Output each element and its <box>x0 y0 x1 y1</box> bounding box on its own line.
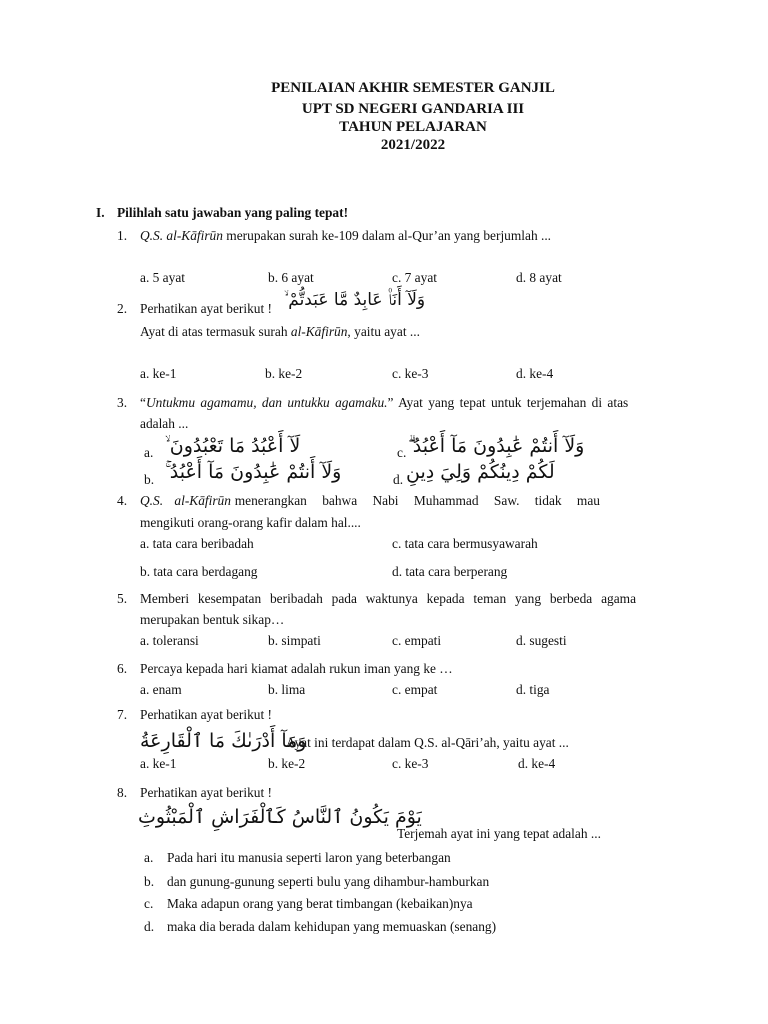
q4-line2: mengikuti orang-orang kafir dalam hal.... <box>140 515 361 530</box>
q2-text: Perhatikan ayat berikut ! <box>140 301 272 316</box>
q1-rest: merupakan surah ke-109 dalam al-Qur’an yang berjumlah ... <box>222 228 552 243</box>
q3-quote-open: “ <box>140 395 146 410</box>
q1-text <box>140 228 551 244</box>
q1-option-b[interactable]: b. 6 ayat <box>268 270 314 285</box>
q2-line2-post: , yaitu ayat ... <box>347 324 420 339</box>
q8-rest: Terjemah ayat ini yang tepat adalah ... <box>397 826 601 841</box>
q3-option-d-arabic[interactable]: لَكُمْ دِينُكُمْ وَلِيَ دِينِ <box>406 461 555 483</box>
q1-option-a[interactable]: a. 5 ayat <box>140 270 185 285</box>
q4-option-d[interactable]: d. tata cara berperang <box>392 564 508 579</box>
q6-text: Percaya kepada hari kiamat adalah rukun iman yang ke … <box>140 661 453 676</box>
q4-rest: menerangkan bahwa Nabi Muhammad Saw. tidak mau <box>234 493 600 508</box>
header-year-label: TAHUN PELAJARAN <box>339 119 487 135</box>
q3-option-c-arabic[interactable]: وَلَآ أَنتُمْ عَٰبِدُونَ مَآ أَعْبُدُ ۗ <box>408 435 585 457</box>
q7-text: Perhatikan ayat berikut ! <box>140 707 272 722</box>
q2-line2 <box>140 324 420 340</box>
q1-surah: Q.S. al-Kāfirūn <box>140 228 223 243</box>
q1-number: 1. <box>117 228 128 243</box>
header-title: PENILAIAN AKHIR SEMESTER GANJIL <box>271 80 555 96</box>
q7-arabic-verse: وَمَآ أَدْرَىٰكَ مَا ٱلْقَارِعَةُ <box>140 730 307 752</box>
q8-option-a-text[interactable]: Pada hari itu manusia seperti laron yang beterbangan <box>167 850 451 865</box>
q3-quote-close: ” <box>387 395 394 410</box>
q8-number: 8. <box>117 785 128 800</box>
q5-text: Memberi kesempatan beribadah pada waktunya kepada teman yang berbeda agama <box>140 591 637 606</box>
q4-text <box>140 493 600 509</box>
q8-option-c-label[interactable]: c. <box>144 896 154 911</box>
q7-option-b[interactable]: b. ke-2 <box>268 756 306 771</box>
q3-quote: Untukmu agamamu, dan untukku agamaku. <box>145 395 388 410</box>
q3-option-c-label[interactable]: c. <box>397 445 407 460</box>
q2-number: 2. <box>117 301 128 316</box>
q5-option-b[interactable]: b. simpati <box>268 633 321 648</box>
q4-option-b[interactable]: b. tata cara berdagang <box>140 564 258 579</box>
q8-arabic-verse: يَوْمَ يَكُونُ ٱلنَّاسُ كَٱلْفَرَاشِ ٱلْمَبْثُوثِ <box>138 806 422 828</box>
q8-text: Perhatikan ayat berikut ! <box>140 785 272 800</box>
q8-option-a-label[interactable]: a. <box>144 850 154 865</box>
q6-option-b[interactable]: b. lima <box>268 682 306 697</box>
q6-option-a[interactable]: a. enam <box>140 682 182 697</box>
header-school: UPT SD NEGERI GANDARIA III <box>301 101 525 117</box>
header-year: 2021/2022 <box>380 137 446 153</box>
q7-rest: Ayat ini terdapat dalam Q.S. al-Qāri’ah, yaitu ayat ... <box>286 735 569 750</box>
q2-option-c[interactable]: c. ke-3 <box>392 366 429 381</box>
q2-option-a[interactable]: a. ke-1 <box>140 366 177 381</box>
q2-option-b[interactable]: b. ke-2 <box>265 366 303 381</box>
q3-option-b-label[interactable]: b. <box>144 472 155 487</box>
q2-line2-pre: Ayat di atas termasuk surah <box>140 324 291 339</box>
q3-option-d-label[interactable]: d. <box>393 472 404 487</box>
q5-option-a[interactable]: a. toleransi <box>140 633 199 648</box>
q7-option-d[interactable]: d. ke-4 <box>518 756 556 771</box>
q2-option-d[interactable]: d. ke-4 <box>516 366 554 381</box>
section-number: I. <box>96 205 105 220</box>
q4-option-c[interactable]: c. tata cara bermusyawarah <box>392 536 538 551</box>
q4-surah: Q.S. al-Kāfirūn <box>140 493 231 508</box>
q6-number: 6. <box>117 661 128 676</box>
q8-option-d-label[interactable]: d. <box>144 919 155 934</box>
q4-option-a[interactable]: a. tata cara beribadah <box>140 536 254 551</box>
q1-option-c[interactable]: c. 7 ayat <box>392 270 437 285</box>
q1-option-d[interactable]: d. 8 ayat <box>516 270 562 285</box>
q5-line2: merupakan bentuk sikap… <box>140 612 285 627</box>
q3-text <box>140 395 677 411</box>
q6-option-c[interactable]: c. empat <box>392 682 438 697</box>
q8-option-c-text[interactable]: Maka adapun orang yang berat timbangan (kebaikan)nya <box>167 896 473 911</box>
q7-option-c[interactable]: c. ke-3 <box>392 756 429 771</box>
q5-option-c[interactable]: c. empati <box>392 633 442 648</box>
q8-option-b-text[interactable]: dan gunung-gunung seperti bulu yang dihambur-hamburkan <box>167 874 490 889</box>
q3-number: 3. <box>117 395 128 410</box>
q7-number: 7. <box>117 707 128 722</box>
q5-number: 5. <box>117 591 128 606</box>
q3-option-a-label[interactable]: a. <box>144 445 154 460</box>
q2-line2-surah: al-Kāfirūn <box>290 324 348 339</box>
q4-number: 4. <box>117 493 128 508</box>
q3-rest: Ayat yang tepat untuk terjemahan di atas <box>393 395 629 410</box>
q8-option-b-label[interactable]: b. <box>144 874 155 889</box>
q3-line2: adalah ... <box>140 416 189 431</box>
q5-option-d[interactable]: d. sugesti <box>516 633 567 648</box>
q3-option-a-arabic[interactable]: لَآ أَعْبُدُ مَا تَعْبُدُونَ ۙ <box>165 435 301 457</box>
q2-arabic-verse: وَلَآ أَنَا۠ عَابِدٌ مَّا عَبَدتُّمْ ۙ <box>284 290 426 310</box>
q6-option-d[interactable]: d. tiga <box>516 682 550 697</box>
section-title: Pilihlah satu jawaban yang paling tepat! <box>117 205 349 220</box>
q7-option-a[interactable]: a. ke-1 <box>140 756 177 771</box>
q3-option-b-arabic[interactable]: وَلَآ أَنتُمْ عَٰبِدُونَ مَآ أَعْبُدُ ۚ <box>165 461 342 483</box>
q8-option-d-text[interactable]: maka dia berada dalam kehidupan yang memuaskan (senang) <box>167 919 497 934</box>
